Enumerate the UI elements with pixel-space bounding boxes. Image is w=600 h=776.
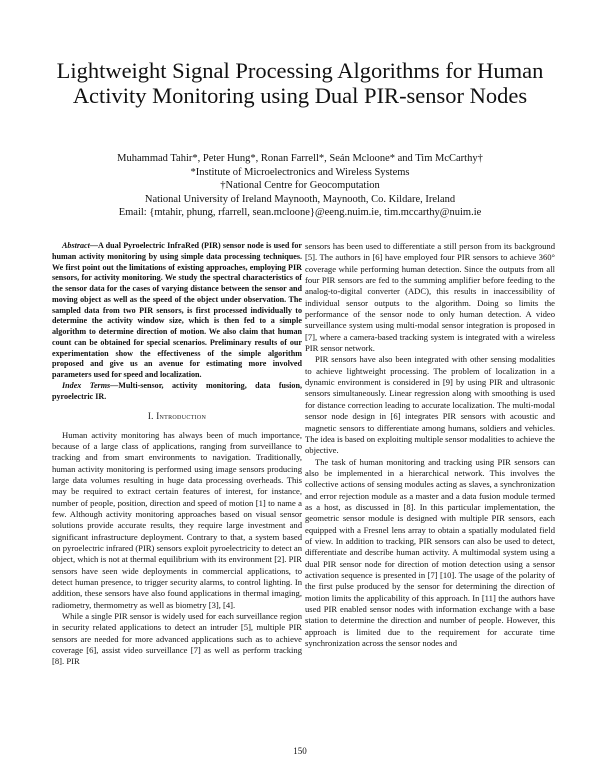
right-column bbox=[305, 241, 555, 649]
index-terms-label: Index Terms bbox=[62, 380, 111, 390]
paper-title: Lightweight Signal Processing Algorithms for Human Activity Monitoring using Dual PIR-sensor Nodes bbox=[56, 58, 544, 108]
intro-paragraph-2: While a single PIR sensor is widely used for each surveillance region in security related applications to detect an intruder [5], multiple PIR sensors are needed for more advanced applications such as to achieve coverage [6], assist video surveillance [7] as well as perform tracking [8]. PIR bbox=[52, 611, 302, 667]
intro-paragraph-5: The task of human monitoring and tracking using PIR sensors can also be implemented in a hierarchical network. This involves the collective actions of sensing modules acting as slaves, a synchronization and error rejection module as a master and a data fusion module termed as a host, as discussed in [8]. In this particular implementation, the geometric sensor module is designed with multiple PIR sensors, each equipped with a Fresnel lens array to obtain a spatially modulated field of view. In addition to tracking, PIR sensors can also be used to detect, differentiate and describe human activity. A multimodal system using a dual PIR sensor node for direction of motion detection using a sensor activation sequence is presented in [7] [10]. The usage of the polarity of the first pulse produced by the sensor for determining the direction of motion limits the applicability of this approach. In [11] the authors have used PIR enabled sensor nodes with information exchange with a base station to determine the direction and number of people. However, this approach is limited due to the requirement for accurate time synchronization across the sensor nodes and bbox=[305, 456, 555, 649]
author-block bbox=[40, 152, 560, 220]
abstract-text: —A dual Pyroelectric InfraRed (PIR) sensor node is used for human activity monitoring by using simple data processing techniques. We first point out the limitations of existing approaches, employing PIR sensors, for activity monitoring. We study the spectral characteristics of the sensor data for the cases of varying distance between the sensor and moving object as well as the speed of the object under observation. The sampled data from two PIR sensors, is first processed individually to determine the activity window size, which is then fed to a simple algorithm to determine direction of motion. We also claim that human count can be obtained for special scenarios. Preliminary results of our experimentation show the effectiveness of the simple algorithm proposed and give us an avenue for estimating more involved parameters used for speed and localization. bbox=[52, 241, 302, 379]
email-line: Email: {mtahir, phung, rfarrell, sean.mcloone}@eeng.nuim.ie, tim.mccarthy@nuim.ie bbox=[118, 207, 482, 219]
intro-paragraph-3: sensors has been used to differentiate a still person from its background [5]. The authors in [6] have employed four PIR sensors to achieve 360° coverage while performing human detection. Since the outputs from all four PIR sensors are fed to the summing amplifier before feeding to the analog-to-digital converter (ADC), this results in inaccessibility of individual sensor outputs to the algorithm. Doing so limits the performance of the sensor node to only human detection. A video surveillance system using multi-modal sensor integration is proposed in [7], where a camera-based tracking system is integrated with a wireless PIR sensor network. bbox=[305, 241, 555, 354]
index-terms-text: —Multi-sensor, activity monitoring, data fusion, pyroelectric IR. bbox=[52, 380, 302, 401]
page-number: 150 bbox=[293, 746, 307, 756]
abstract bbox=[52, 241, 302, 381]
intro-paragraph-1: Human activity monitoring has always been of much importance, because of a large class of applications, ranging from surveillance to tracking and from smart environments to navigation. Traditionally, human activity monitoring is performed using image sensors producing large data volumes resulting in huge data processing overheads. This may be required to extract certain features of interest, for instance, number of people, position, direction and speed of motion [1] to name a few. Although activity monitoring approaches based on visual sensor solutions provide accurate results, they require large investment and significant infrastructure deployment. Contrary to that, a system based on pyroelectric infrared (PIR) sensors exploit pyroelectricity to detect an object, which is not at thermal equilibrium with its environment [2]. PIR sensors have seen wide deployments in commercial applications, to detect human presence, to trigger security alarms, to control lighting. In addition, these sensors have also found applications in thermal imaging, radiometry, thermometry as well as biometry [3], [4]. bbox=[52, 429, 302, 610]
section-heading-introduction: I. Introduction bbox=[147, 411, 207, 422]
affiliation-2: †National Centre for Geocomputation bbox=[220, 180, 380, 192]
affiliation-1: *Institute of Microelectronics and Wireless Systems bbox=[190, 166, 410, 178]
intro-paragraph-4: PIR sensors have also been integrated with other sensing modalities to achieve lightweight processing. The problem of localization in a dynamic environment is considered in [9] by using PIR and ultrasonic sensors simultaneously. Linear regression along with smoothing is used for distance correction leading to accurate localization. The multi-modal sensor node design in [6] integrates PIR sensors with acoustic and magnetic sensors to differentiate among humans, soldiers and vehicles. The idea is based on exploiting multiple sensor modalities to achieve the objective. bbox=[305, 354, 555, 456]
abstract-label: Abstract bbox=[62, 241, 90, 250]
authors-line: Muhammad Tahir*, Peter Hung*, Ronan Farrell*, Seán Mcloone* and Tim McCarthy† bbox=[117, 153, 483, 164]
index-terms bbox=[52, 381, 302, 403]
left-column bbox=[52, 241, 302, 668]
affiliation-3: National University of Ireland Maynooth, Maynooth, Co. Kildare, Ireland bbox=[144, 193, 456, 205]
